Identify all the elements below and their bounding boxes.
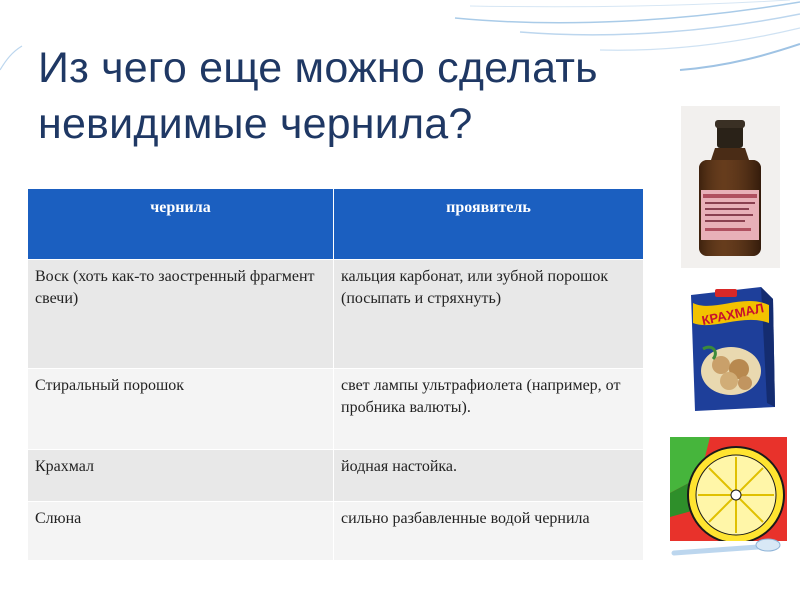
- starch-package-icon: [683, 283, 781, 415]
- cell-developer: йодная настойка.: [334, 450, 644, 502]
- cell-developer: свет лампы ультрафиолета (например, от пробника валюты).: [334, 369, 644, 450]
- table-row: [28, 502, 644, 561]
- cell-ink: Слюна: [28, 502, 334, 561]
- cell-developer: сильно разбавленные водой чернила: [334, 502, 644, 561]
- cell-ink: Стиральный порошок: [28, 369, 334, 450]
- table-row: [28, 260, 644, 369]
- title-line-2: невидимые чернила?: [38, 100, 473, 148]
- table-row: [28, 369, 644, 450]
- table-header-row: [28, 189, 644, 260]
- cell-ink: Воск (хоть как-то заостренный фрагмент свечи): [28, 260, 334, 369]
- ink-table: [27, 188, 644, 561]
- header-developer: проявитель: [334, 189, 644, 260]
- title-line-1: Из чего еще можно сделать: [38, 44, 598, 92]
- table-row: [28, 450, 644, 502]
- slide-title: [38, 40, 658, 152]
- header-ink: чернила: [28, 189, 334, 260]
- iodine-bottle-icon: [681, 106, 780, 268]
- svg-text:КРАХМАЛ: КРАХМАЛ: [700, 300, 766, 329]
- cell-ink: Крахмал: [28, 450, 334, 502]
- cell-developer: кальция карбонат, или зубной порошок (посыпать и стряхнуть): [334, 260, 644, 369]
- lemon-and-spoon-icon: [670, 437, 787, 563]
